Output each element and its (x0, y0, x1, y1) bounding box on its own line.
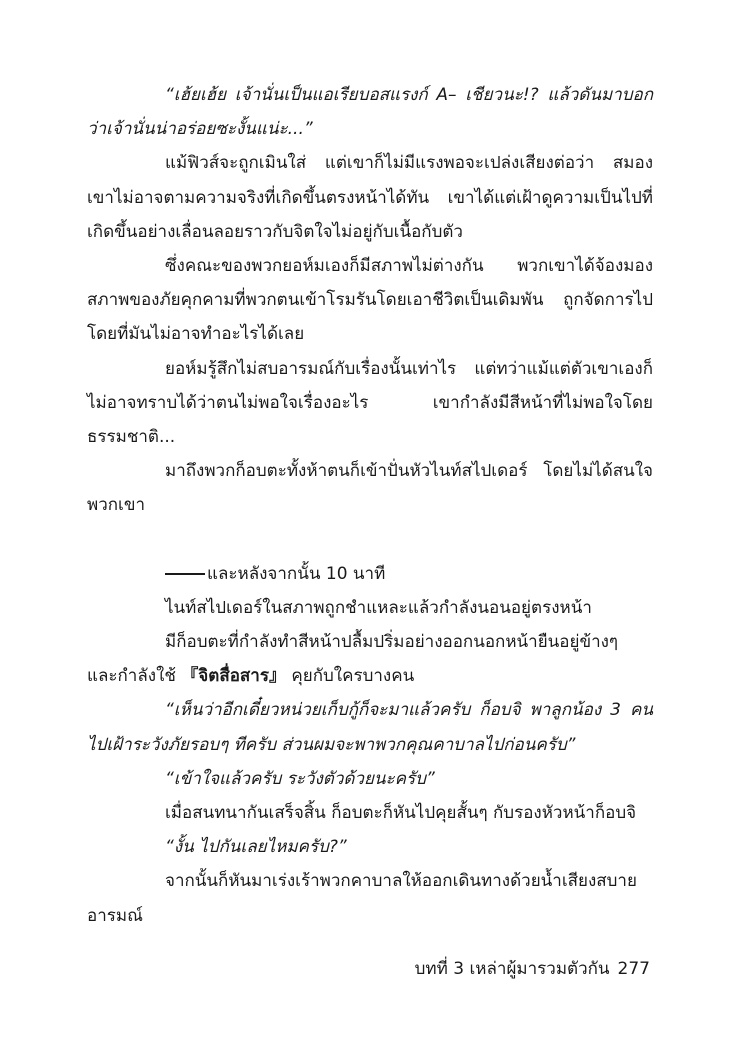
dialogue-paragraph: “เฮ้ยเฮ้ย เจ้านั่นเป็นแอเรียบอสแรงก์ A– เชียวนะ!? แล้วดันมาบอกว่าเจ้านั่นน่าอร่อยซะงั้นแน่ะ...” (87, 85, 653, 140)
narration-paragraph: มาถึงพวกก็อบตะทั้งห้าตนก็เข้าปั่นหัวไนท์สไปเดอร์ โดยไม่ได้สนใจพวกเขา (87, 461, 653, 516)
body-text (87, 78, 653, 933)
page-footer (415, 952, 650, 986)
narration-paragraph (87, 625, 653, 693)
page-number: 277 (617, 959, 650, 979)
dialogue-paragraph: “งั้น ไปกันเลยไหมครับ?” (165, 837, 347, 858)
time-skip-text: และหลังจากนั้น 10 นาที (207, 563, 386, 584)
chapter-title: บทที่ 3 เหล่าผู้มารวมตัวกัน (414, 959, 610, 979)
narration-paragraph: เมื่อสนทนากันเสร็จสิ้น ก็อบตะก็หันไปคุยสั้นๆ กับรองหัวหน้าก็อบจิ (165, 803, 637, 824)
narration-paragraph: จากนั้นก็หันมาเร่งเร้าพวกคาบาลให้ออกเดินทางด้วยน้ำเสียงสบายอารมณ์ (87, 871, 637, 926)
dialogue-paragraph: “เห็นว่าอีกเดี๋ยวหน่วยเก็บกู้ก็จะมาแล้วครับ ก็อบจิ พาลูกน้อง 3 คนไปเฝ้าระวังภัยรอบๆ ทีครับ ส่วนผมจะพาพวกคุณคาบาลไปก่อนครับ” (87, 700, 653, 755)
dialogue-paragraph: “เข้าใจแล้วครับ ระวังตัวด้วยนะครับ” (165, 768, 435, 789)
narration-paragraph: ซึ่งคณะของพวกยอห์มเองก็มีสภาพไม่ต่างกัน พวกเขาได้จ้องมองสภาพของภัยคุกคามที่พวกตนเข้าโรมรันโดยเอาชีวิตเป็นเดิมพัน ถูกจัดการไปโดยที่มันไม่อาจทำอะไรได้เลย (87, 256, 653, 345)
em-dash-rule (165, 573, 205, 575)
narration-paragraph: แม้ฟิวส์จะถูกเมินใส่ แต่เขาก็ไม่มีแรงพอจะเปล่งเสียงต่อว่า สมองเขาไม่อาจตามความจริงที่เกิดขึ้นตรงหน้าได้ทัน เขาได้แต่เฝ้าดูความเป็นไปที่เกิดขึ้นอย่างเลื่อนลอยราวกับจิตใจไม่อยู่กับเนื้อกับตัว (87, 153, 653, 242)
narration-paragraph: ไนท์สไปเดอร์ในสภาพถูกชำแหละแล้วกำลังนอนอยู่ตรงหน้า (165, 597, 592, 618)
skill-name: 『จิตสื่อสาร』 (181, 666, 286, 687)
narration-text: คุยกับใครบางคน (285, 666, 415, 687)
scene-break-space (87, 523, 653, 557)
time-skip-line (87, 557, 653, 591)
narration-text: มีก็อบตะที่กำลังทำสีหน้าปลื้มปริ่มอย่างออกนอกหน้ายืนอยู่ข้างๆ และกำลังใช้ (87, 632, 619, 687)
narration-paragraph: ยอห์มรู้สึกไม่สบอารมณ์กับเรื่องนั้นเท่าไร แต่ทว่าแม้แต่ตัวเขาเองก็ไม่อาจทราบได้ว่าตนไม่พอใจเรื่องอะไร เขากำลังมีสีหน้าที่ไม่พอใจโดยธรรมชาติ... (87, 358, 653, 448)
